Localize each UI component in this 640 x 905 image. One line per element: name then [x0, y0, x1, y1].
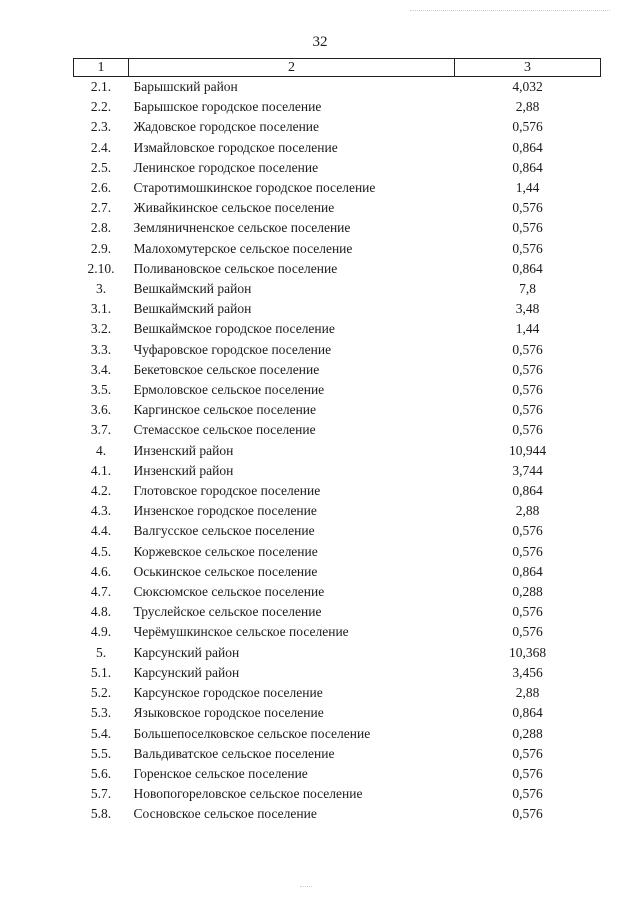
- row-value: 0,864: [512, 260, 543, 276]
- table-row: [74, 218, 601, 238]
- table-row: [74, 319, 601, 339]
- row-number: 4.8.: [90, 604, 112, 620]
- table-header-row: [74, 59, 601, 77]
- row-name: Языковское городское поселение: [133, 705, 324, 721]
- table-row: [74, 239, 601, 259]
- row-value: 0,576: [512, 806, 543, 822]
- table-row: [74, 764, 601, 784]
- column-header-2: 2: [129, 59, 455, 77]
- row-value: 1,44: [515, 180, 540, 196]
- row-number: 5.4.: [90, 725, 112, 741]
- row-value: 1,44: [515, 321, 540, 337]
- row-number: 2.9.: [90, 240, 112, 256]
- scan-artifact: [410, 10, 610, 12]
- row-value: 0,864: [512, 483, 543, 499]
- column-header-3: 3: [455, 59, 601, 77]
- table-row: [74, 380, 601, 400]
- row-value: 0,576: [512, 382, 543, 398]
- row-name: Вальдиватское сельское поселение: [133, 745, 335, 761]
- row-name: Инзенский район: [133, 462, 234, 478]
- row-value: 0,576: [512, 745, 543, 761]
- row-value: 10,944: [508, 442, 547, 458]
- row-value: 0,576: [512, 422, 543, 438]
- row-name: Стемасское сельское поселение: [133, 422, 316, 438]
- row-name: Каргинское сельское поселение: [133, 402, 317, 418]
- row-name: Земляничненское сельское поселение: [133, 220, 351, 236]
- row-name: Коржевское сельское поселение: [133, 543, 318, 559]
- row-name: Чуфаровское городское поселение: [133, 341, 332, 357]
- table-row: [74, 178, 601, 198]
- row-value: 0,576: [512, 523, 543, 539]
- table-row: [74, 461, 601, 481]
- table-row: [74, 97, 601, 117]
- table-row: [74, 622, 601, 642]
- table-row: [74, 744, 601, 764]
- row-name: Вешкаймский район: [133, 281, 252, 297]
- row-number: 2.1.: [90, 79, 112, 94]
- row-value: 0,576: [512, 604, 543, 620]
- row-value: 2,88: [515, 503, 540, 519]
- row-value: 4,032: [512, 79, 543, 94]
- row-value: 2,88: [515, 685, 540, 701]
- row-name: Новопогореловское сельское поселение: [133, 786, 363, 802]
- table-row: [74, 420, 601, 440]
- row-number: 4.5.: [90, 543, 112, 559]
- row-name: Жадовское городское поселение: [133, 119, 320, 135]
- row-number: 4.2.: [90, 483, 112, 499]
- row-number: 3.1.: [90, 301, 112, 317]
- scan-artifact-bottom: [300, 886, 312, 888]
- row-value: 0,288: [512, 725, 543, 741]
- row-name: Ленинское городское поселение: [133, 159, 319, 175]
- row-value: 0,576: [512, 220, 543, 236]
- table-row: [74, 663, 601, 683]
- row-name: Вешкаймское городское поселение: [133, 321, 335, 337]
- row-number: 4.: [95, 442, 107, 458]
- table-row: [74, 602, 601, 622]
- row-value: 0,864: [512, 705, 543, 721]
- row-number: 2.5.: [90, 159, 112, 175]
- row-number: 4.3.: [90, 503, 112, 519]
- table-row: [74, 562, 601, 582]
- row-number: 5.8.: [90, 806, 112, 822]
- row-value: 0,576: [512, 361, 543, 377]
- row-value: 0,288: [512, 584, 543, 600]
- row-name: Старотимошкинское городское поселение: [133, 180, 376, 196]
- row-value: 3,48: [515, 301, 540, 317]
- table-row: [74, 360, 601, 380]
- row-value: 0,576: [512, 786, 543, 802]
- row-name: Инзенское городское поселение: [133, 503, 317, 519]
- table-row: [74, 299, 601, 319]
- row-value: 2,88: [515, 99, 540, 115]
- row-name: Черёмушкинское сельское поселение: [133, 624, 349, 640]
- row-value: 0,576: [512, 765, 543, 781]
- row-value: 0,576: [512, 240, 543, 256]
- row-name: Вешкаймский район: [133, 301, 252, 317]
- page-number: 32: [312, 34, 328, 50]
- row-value: 0,864: [512, 159, 543, 175]
- row-number: 3.3.: [90, 341, 112, 357]
- row-number: 2.4.: [90, 139, 112, 155]
- row-number: 2.7.: [90, 200, 112, 216]
- row-number: 2.3.: [90, 119, 112, 135]
- table-row: [74, 198, 601, 218]
- table-row: [74, 481, 601, 501]
- row-number: 4.4.: [90, 523, 112, 539]
- row-name: Сосновское сельское поселение: [133, 806, 317, 822]
- row-value: 0,864: [512, 139, 543, 155]
- row-number: 2.2.: [90, 99, 112, 115]
- row-number: 3.: [95, 281, 107, 297]
- table-row: [74, 804, 601, 824]
- row-name: Глотовское городское поселение: [133, 483, 321, 499]
- row-number: 3.6.: [90, 402, 112, 418]
- row-name: Труслейское сельское поселение: [133, 604, 322, 620]
- table-row: [74, 582, 601, 602]
- row-name: Бекетовское сельское поселение: [133, 361, 320, 377]
- row-value: 0,576: [512, 341, 543, 357]
- row-number: 3.2.: [90, 321, 112, 337]
- row-number: 4.7.: [90, 584, 112, 600]
- table-row: [74, 400, 601, 420]
- row-number: 3.7.: [90, 422, 112, 438]
- row-name: Карсунский район: [133, 644, 240, 660]
- row-number: 2.10.: [87, 260, 115, 276]
- row-value: 0,576: [512, 543, 543, 559]
- table-row: [74, 340, 601, 360]
- table-row: [74, 259, 601, 279]
- row-number: 5.3.: [90, 705, 112, 721]
- table-row: [74, 138, 601, 158]
- row-number: 4.1.: [90, 462, 112, 478]
- table-row: [74, 683, 601, 703]
- row-number: 3.5.: [90, 382, 112, 398]
- row-name: Горенское сельское поселение: [133, 765, 308, 781]
- row-value: 0,576: [512, 624, 543, 640]
- row-name: Поливановское сельское поселение: [133, 260, 338, 276]
- row-number: 5.: [95, 644, 107, 660]
- data-table: [73, 58, 601, 825]
- row-name: Сюксюмское сельское поселение: [133, 584, 325, 600]
- row-name: Валгусское сельское поселение: [133, 523, 315, 539]
- table-row: [74, 542, 601, 562]
- row-number: 2.6.: [90, 180, 112, 196]
- row-number: 4.9.: [90, 624, 112, 640]
- row-name: Барышский район: [133, 79, 238, 94]
- row-name: Живайкинское сельское поселение: [133, 200, 335, 216]
- table-row: [74, 158, 601, 178]
- table-row: [74, 279, 601, 299]
- row-name: Инзенский район: [133, 442, 234, 458]
- row-value: 10,368: [508, 644, 547, 660]
- row-number: 5.1.: [90, 664, 112, 680]
- row-name: Ермоловское сельское поселение: [133, 382, 325, 398]
- row-number: 5.5.: [90, 745, 112, 761]
- table-row: [74, 724, 601, 744]
- row-name: Малохомутерское сельское поселение: [133, 240, 353, 256]
- table-row: [74, 703, 601, 723]
- table-row: [74, 77, 601, 98]
- row-value: 3,456: [512, 664, 543, 680]
- row-name: Измайловское городское поселение: [133, 139, 338, 155]
- row-value: 0,576: [512, 119, 543, 135]
- row-value: 0,576: [512, 200, 543, 216]
- row-number: 5.6.: [90, 765, 112, 781]
- row-number: 3.4.: [90, 361, 112, 377]
- table-row: [74, 784, 601, 804]
- column-header-1: 1: [74, 59, 129, 77]
- table-row: [74, 501, 601, 521]
- row-value: 0,576: [512, 402, 543, 418]
- row-name: Карсунское городское поселение: [133, 685, 323, 701]
- row-number: 4.6.: [90, 563, 112, 579]
- row-value: 7,8: [519, 281, 536, 297]
- table-body: [74, 77, 601, 825]
- row-name: Большепоселковское сельское поселение: [133, 725, 371, 741]
- row-name: Оськинское сельское поселение: [133, 563, 318, 579]
- row-value: 3,744: [512, 462, 543, 478]
- table-row: [74, 441, 601, 461]
- table-row: [74, 643, 601, 663]
- row-name: Карсунский район: [133, 664, 240, 680]
- row-number: 5.2.: [90, 685, 112, 701]
- row-value: 0,864: [512, 563, 543, 579]
- table-row: [74, 521, 601, 541]
- row-number: 2.8.: [90, 220, 112, 236]
- table-row: [74, 117, 601, 137]
- row-name: Барышское городское поселение: [133, 99, 322, 115]
- row-number: 5.7.: [90, 786, 112, 802]
